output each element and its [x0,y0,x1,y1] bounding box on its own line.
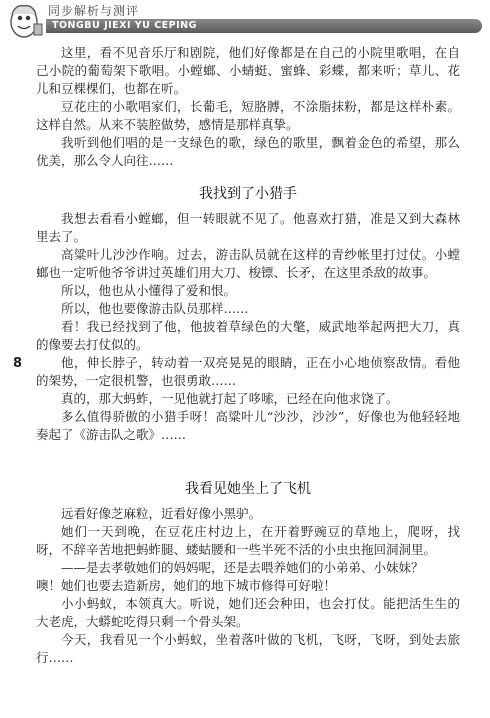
section-title: 我看见她坐上了飞机 [185,481,311,497]
paragraph: 这里，看不见音乐厅和剧院，他们好像都是在自己的小院里歌唱，在自己小院的葡萄架下歌唱。小螳螂、小蜻蜓、蜜蜂、彩蝶，都来听；草儿、花儿和豆棵棵们，也都在听。 [36,45,460,96]
paragraph: 所以，他也从小懂得了爱和恨。 [61,283,237,298]
paragraph: 豆花庄的小歌唱家们，长葡毛，短胳膊，不涂脂抹粉，都是这样朴素。这样自然。从来不装腔做势，感情是那样真挚。 [36,99,460,132]
paragraph: 真的，那大蚂蚱，一见他就打起了哆嗦，已经在向他求饶了。 [61,391,399,406]
section-title: 我找到了小猎手 [199,186,297,202]
paragraph: 我听到他们唱的是一支绿色的歌，绿色的歌里，飘着金色的希望，那么优美，那么令人向往…… [36,135,460,168]
paragraph: 她们一天到晚，在豆花庄村边上，在开着野豌豆的草地上，爬呀，找呀，不辞辛苦地把蚂蚱腿、蝼蛄腰和一些半死不活的小虫虫拖回洞洞里。 [36,524,460,557]
page-content [36,44,460,667]
paragraph: 看！我已经找到了他，他披着草绿色的大氅，威武地举起两把大刀，真的像要去打仗似的。 [36,319,460,352]
page-number: 8 [13,356,23,371]
mascot-icon [6,2,46,40]
paragraph: 多么值得骄傲的小猎手呀！高粱叶儿“沙沙，沙沙”，好像也为他轻轻地奏起了《游击队之歌》…… [36,409,460,442]
paragraph: 今天，我看见一个小蚂蚁，坐着落叶做的飞机，飞呀，飞呀，到处去旅行…… [36,632,460,665]
header-subtitle: TONGBU JIEXI YU CEPING [52,20,197,31]
paragraph: 他，伸长脖子，转动着一双亮晃晃的眼睛，正在小心地侦察敌情。看他的架势，一定很机警，也很勇敢…… [36,355,460,388]
paragraph: 所以，他也要像游击队员那样…… [61,301,249,316]
paragraph: 远看好像芝麻粒，近看好像小黑驴。 [61,506,262,521]
header-title: 同步解析与测评 [48,4,140,18]
paragraph: 小小蚂蚁，本领真大。听说，她们还会种田，也会打仗。能把活生生的大老虎，大蟒蛇吃得只剩一个骨头架。 [36,596,460,629]
paragraph: 我想去看看小螳螂，但一转眼就不见了。他喜欢打猎，准是又到大森林里去了。 [36,211,460,244]
paragraph: 噢！她们也要去造新房，她们的地下城市修得可好啦！ [36,578,337,593]
paragraph: ——是去孝敬她们的妈妈呢，还是去喂养她们的小弟弟、小妹妹？ [61,560,424,575]
page-header [0,0,490,38]
paragraph: 高粱叶儿沙沙作响。过去，游击队员就在这样的青纱帐里打过仗。小螳螂也一定听他爷爷讲过英雄们用大刀、梭镖、长矛，在这里杀敌的故事。 [36,247,460,280]
